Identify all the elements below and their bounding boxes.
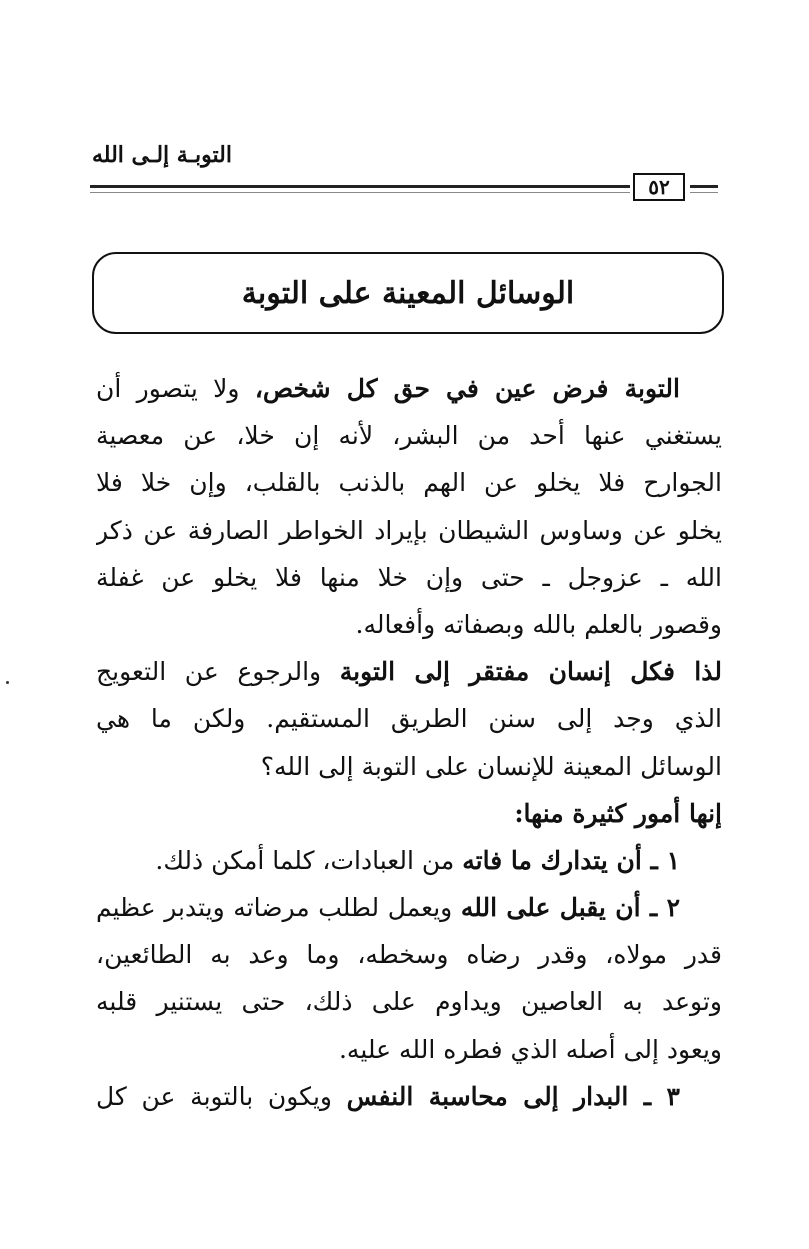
body-line	[96, 365, 722, 412]
body-line	[96, 554, 722, 601]
header-rule-right-thin	[690, 192, 718, 193]
body-line	[96, 837, 722, 884]
header-rule-right	[690, 185, 718, 188]
body-line	[96, 978, 722, 1025]
body-line-text: يستغني عنها أحد من البشر، لأنه إن خلا، عن معصية	[96, 421, 722, 451]
body-line-bold: لذا فكل إنسان مفتقر إلى التوبة	[339, 657, 722, 687]
body-line-text: الذي وجد إلى سنن الطريق المستقيم. ولكن ما هي	[96, 704, 722, 734]
body-line	[96, 931, 722, 978]
page-number: ٥٢	[633, 173, 685, 201]
body-line-bold: إنها أمور كثيرة منها:	[514, 798, 722, 828]
chapter-title: الوسائل المعينة على التوبة	[241, 275, 575, 311]
body-line-text: وتوعد به العاصين ويداوم على ذلك، حتى يستنير قلبه	[96, 987, 722, 1017]
body-line	[96, 507, 722, 554]
body-line-text: والرجوع عن التعويج	[96, 657, 340, 687]
body-line-text: الجوارح فلا يخلو عن الهم بالذنب بالقلب، وإن خلا فلا	[96, 468, 722, 498]
body-line-bold: ١ ـ أن يتدارك ما فاته	[462, 845, 680, 875]
body-line-bold: ٢ ـ أن يقبل على الله	[460, 893, 680, 923]
chapter-title-box	[92, 252, 724, 334]
body-line-text: الله ـ عزوجل ـ حتى وإن خلا منها فلا يخلو عن غفلة	[96, 562, 722, 592]
body-line	[96, 695, 722, 742]
body-line	[96, 601, 722, 648]
header-rule	[90, 185, 630, 188]
header-rule-thin	[90, 192, 630, 193]
body-line	[96, 648, 722, 695]
body-line-text: الوسائل المعينة للإنسان على التوبة إلى الله؟	[260, 751, 722, 781]
body-line-text: من العبادات، كلما أمكن ذلك.	[155, 845, 463, 875]
body-line	[96, 884, 722, 931]
scan-speck	[6, 681, 9, 684]
body-line-text: قدر مولاه، وقدر رضاه وسخطه، وما وعد به الطائعين،	[96, 940, 722, 970]
running-header-title: التوبـة إلـى الله	[92, 142, 232, 168]
body-line-text: وقصور بالعلم بالله وبصفاته وأفعاله.	[355, 609, 722, 639]
body-line-text: ويكون بالتوبة عن كل	[96, 1081, 347, 1111]
body-line-text: يخلو عن وساوس الشيطان بإيراد الخواطر الصارفة عن ذكر	[96, 515, 722, 545]
body-line	[96, 1073, 722, 1120]
body-line	[96, 459, 722, 506]
body-line-text: ويعمل لطلب مرضاته ويتدبر عظيم	[96, 893, 461, 923]
body-line-bold: التوبة فرض عين في حق كل شخص،	[254, 374, 680, 403]
body-line-bold: ٣ ـ البدار إلى محاسبة النفس	[346, 1081, 680, 1111]
body-line-text: ولا يتصور أن	[96, 374, 255, 403]
body-line	[96, 790, 722, 837]
body-line	[96, 743, 722, 790]
body-line	[96, 412, 722, 459]
body-text	[96, 365, 722, 1120]
body-line-text: ويعود إلى أصله الذي فطره الله عليه.	[338, 1034, 722, 1064]
body-line	[96, 1026, 722, 1073]
